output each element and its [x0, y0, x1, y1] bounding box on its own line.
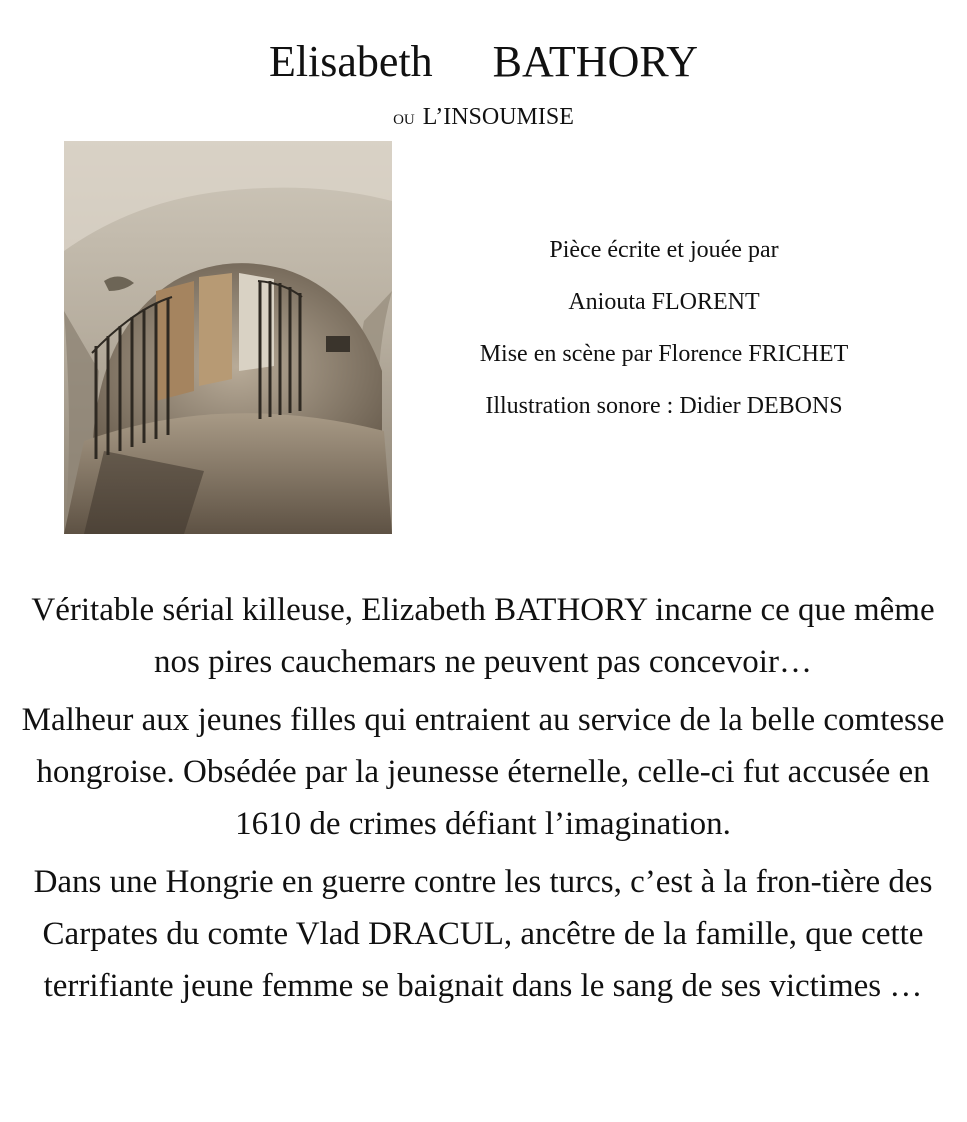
cave-gate-photo — [64, 141, 392, 534]
credits-block — [400, 230, 928, 438]
description-paragraph-1: Véritable sérial killeuse, Elizabeth BATHORY incarne ce que même nos pires cauchemars ne peuvent pas concevoir… — [31, 592, 935, 680]
subtitle-main: L’INSOUMISE — [422, 104, 574, 130]
page-title — [0, 36, 967, 88]
title-last-name: BATHORY — [492, 37, 699, 86]
title-first-name: Elisabeth — [268, 37, 433, 86]
credit-line: Illustration sonore : Didier DEBONS — [485, 393, 843, 419]
subtitle-ou: OU — [393, 112, 415, 128]
description-paragraph-2: Malheur aux jeunes filles qui entraient au service de la belle comtesse hongroise. Obsédée par la jeunesse éternelle, celle-ci fut accusée en 1610 de crimes défiant l’imagination. — [21, 702, 945, 842]
credit-line: Mise en scène par Florence FRICHET — [479, 341, 849, 367]
page-subtitle — [0, 102, 967, 135]
description-paragraph-3: Dans une Hongrie en guerre contre les turcs, c’est à la fron-tière des Carpates du comte Vlad DRACUL, ancêtre de la famille, que cette terrifiante jeune femme se baignait dans le sang de ses victimes … — [33, 864, 933, 1004]
credit-line: Pièce écrite et jouée par — [549, 237, 779, 263]
cave-gate-illustration — [64, 141, 392, 534]
description-block — [18, 584, 948, 1018]
credit-line: Aniouta FLORENT — [568, 289, 760, 315]
